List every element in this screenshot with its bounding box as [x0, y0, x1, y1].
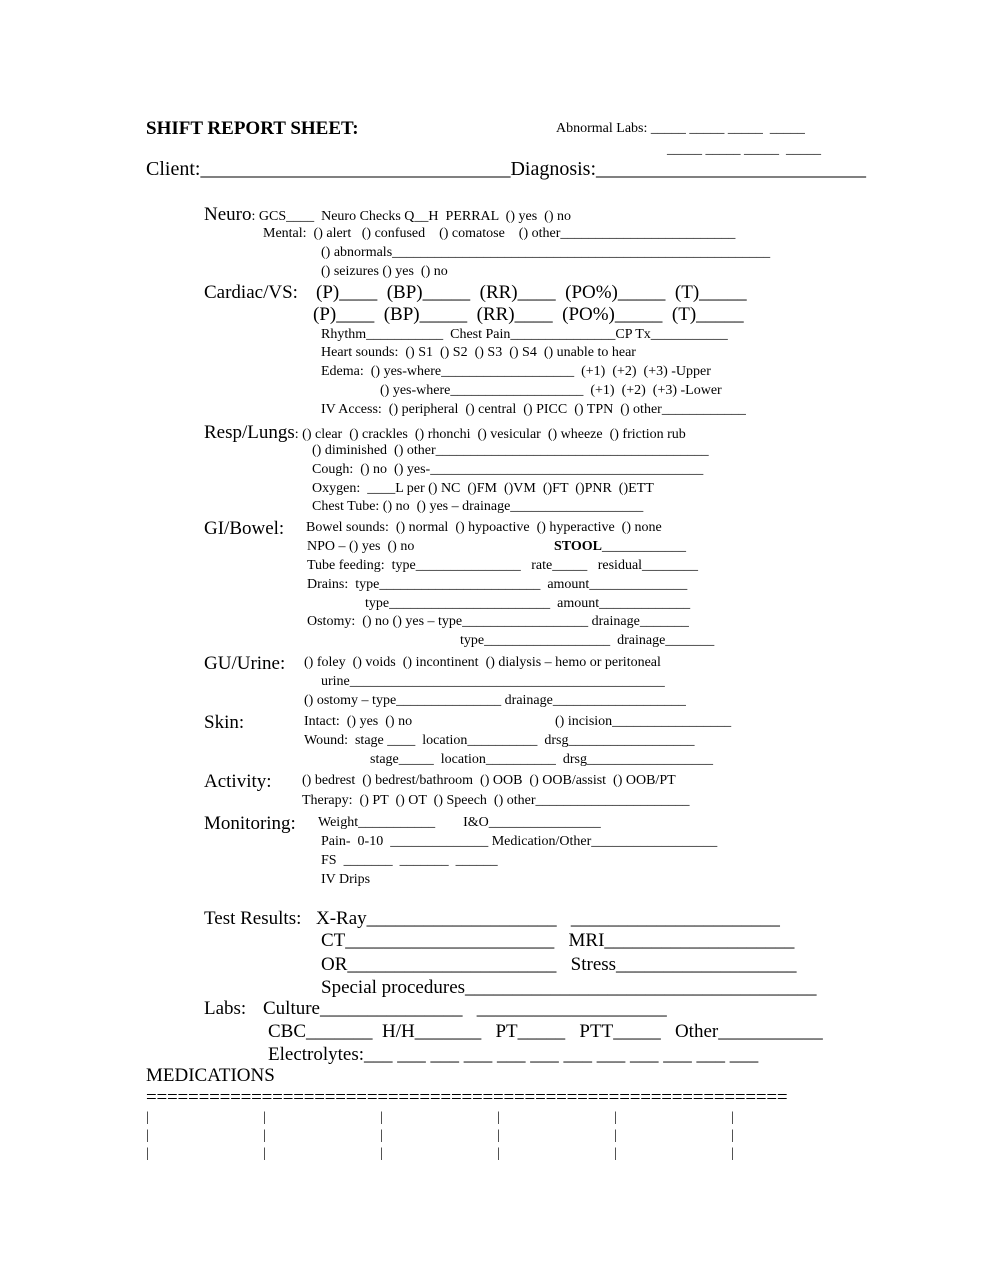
med-bar: | [731, 1128, 734, 1143]
labs-label: Labs: [204, 998, 247, 1019]
med-bar: | [497, 1110, 500, 1125]
resp-label: Resp/Lungs [204, 422, 295, 443]
client-diagnosis-line: Client:_______________________________Diagnosis:___________________________ [146, 158, 866, 180]
heart-sounds: Heart sounds: () S1 () S2 () S3 () S4 () unable to hear [321, 345, 636, 360]
ostomy-2: type__________________ drainage_______ [460, 633, 715, 648]
med-bar: | [263, 1110, 266, 1125]
test-or-stress: OR______________________ Stress___________________ [321, 954, 797, 975]
gu-ostomy: () ostomy – type_______________ drainage___________________ [304, 693, 686, 708]
cardiac-label: Cardiac/VS: [204, 282, 298, 303]
neuro-seizures: () seizures () yes () no [321, 264, 448, 279]
activity-options: () bedrest () bedrest/bathroom () OOB () OOB/assist () OOB/PT [302, 773, 676, 788]
test-xray: X-Ray____________________ ______________________ [316, 908, 780, 929]
resp-oxygen: Oxygen: ____L per () NC ()FM ()VM ()FT ()PNR ()ETT [312, 481, 654, 496]
labs-electrolytes: Electrolytes:___ ___ ___ ___ ___ ___ ___ ___ ___ ___ ___ ___ [268, 1044, 759, 1065]
medications-separator: ============================================================= [146, 1087, 788, 1108]
labs-culture: Culture_______________ ____________________ [263, 998, 667, 1019]
skin-label: Skin: [204, 712, 245, 733]
med-bar: | [497, 1146, 500, 1161]
drains-2: type_______________________ amount_____________ [365, 596, 691, 611]
resp-line-1 [204, 423, 686, 442]
med-bar: | [263, 1146, 266, 1161]
labs-cbc: CBC_______ H/H_______ PT_____ PTT_____ Other___________ [268, 1021, 823, 1042]
med-bar: | [731, 1110, 734, 1125]
resp-chest-tube: Chest Tube: () no () yes – drainage___________________ [312, 499, 644, 514]
monitoring-weight: Weight___________ I&O________________ [318, 815, 601, 830]
resp-cough: Cough: () no () yes-_______________________________________ [312, 462, 704, 477]
skin-intact: Intact: () yes () no [304, 714, 413, 729]
med-bar: | [380, 1146, 383, 1161]
gu-urine: urine_____________________________________________ [321, 674, 665, 689]
stool-blank: ____________ [602, 539, 686, 554]
med-bar: | [146, 1128, 149, 1143]
skin-wound-2: stage_____ location__________ drsg__________________ [370, 752, 713, 767]
stool-line [554, 540, 686, 554]
test-special: Special procedures_____________________________________ [321, 977, 817, 998]
gi-label: GI/Bowel: [204, 518, 285, 539]
neuro-abnormals: () abnormals______________________________________________________ [321, 245, 771, 260]
test-ct-mri: CT______________________ MRI____________________ [321, 930, 795, 951]
npo: NPO – () yes () no [307, 539, 415, 554]
resp-diminished: () diminished () other_______________________________________ [312, 443, 709, 458]
activity-label: Activity: [204, 771, 272, 792]
gu-label: GU/Urine: [204, 653, 286, 674]
monitoring-label: Monitoring: [204, 813, 296, 834]
cardiac-vitals-2: (P)____ (BP)_____ (RR)____ (PO%)_____ (T)_____ [313, 304, 744, 325]
monitoring-pain: Pain- 0-10 ______________ Medication/Other__________________ [321, 834, 718, 849]
med-bar: | [614, 1128, 617, 1143]
med-bar: | [380, 1110, 383, 1125]
monitoring-fs: FS _______ _______ ______ [321, 853, 498, 868]
med-bar: | [263, 1128, 266, 1143]
activity-therapy: Therapy: () PT () OT () Speech () other______________________ [302, 793, 690, 808]
med-bar: | [380, 1128, 383, 1143]
iv-access: IV Access: () peripheral () central () PICC () TPN () other____________ [321, 402, 746, 417]
medications-label: MEDICATIONS [146, 1065, 275, 1086]
med-bar: | [146, 1146, 149, 1161]
neuro-label: Neuro [204, 204, 252, 225]
ostomy-1: Ostomy: () no () yes – type__________________ drainage_______ [307, 614, 689, 629]
med-bar: | [497, 1128, 500, 1143]
resp-sounds: : () clear () crackles () rhonchi () vesicular () wheeze () friction rub [294, 427, 686, 442]
neuro-mental: Mental: () alert () confused () comatose () other_________________________ [263, 226, 736, 241]
med-bar: | [614, 1146, 617, 1161]
neuro-line-1 [204, 205, 571, 224]
neuro-checks: : GCS____ Neuro Checks Q__H PERRAL () yes () no [251, 209, 571, 224]
tube-feeding: Tube feeding: type_______________ rate_____ residual________ [307, 558, 699, 573]
med-bar: | [731, 1146, 734, 1161]
bowel-sounds: Bowel sounds: () normal () hypoactive () hyperactive () none [306, 520, 662, 535]
edema-lower: () yes-where___________________ (+1) (+2) (+3) -Lower [380, 383, 722, 398]
med-bar: | [614, 1110, 617, 1125]
monitoring-iv-drips: IV Drips [321, 872, 371, 887]
skin-wound-1: Wound: stage ____ location__________ drsg__________________ [304, 733, 695, 748]
stool-label: STOOL [554, 539, 602, 554]
edema-upper: Edema: () yes-where___________________ (+1) (+2) (+3) -Upper [321, 364, 711, 379]
page-title: SHIFT REPORT SHEET: [146, 118, 359, 139]
gu-options: () foley () voids () incontinent () dialysis – hemo or peritoneal [304, 655, 661, 670]
med-bar: | [146, 1110, 149, 1125]
cardiac-rhythm: Rhythm___________ Chest Pain_______________CP Tx___________ [321, 327, 728, 342]
cardiac-vitals-1: (P)____ (BP)_____ (RR)____ (PO%)_____ (T)_____ [316, 282, 747, 303]
drains-1: Drains: type_______________________ amount______________ [307, 577, 688, 592]
abnormal-labs-row-1: Abnormal Labs: _____ _____ _____ _____ [556, 121, 805, 136]
test-results-label: Test Results: [204, 908, 302, 929]
abnormal-labs-row-2: _____ _____ _____ _____ [667, 142, 821, 157]
skin-incision: () incision_________________ [555, 714, 732, 729]
